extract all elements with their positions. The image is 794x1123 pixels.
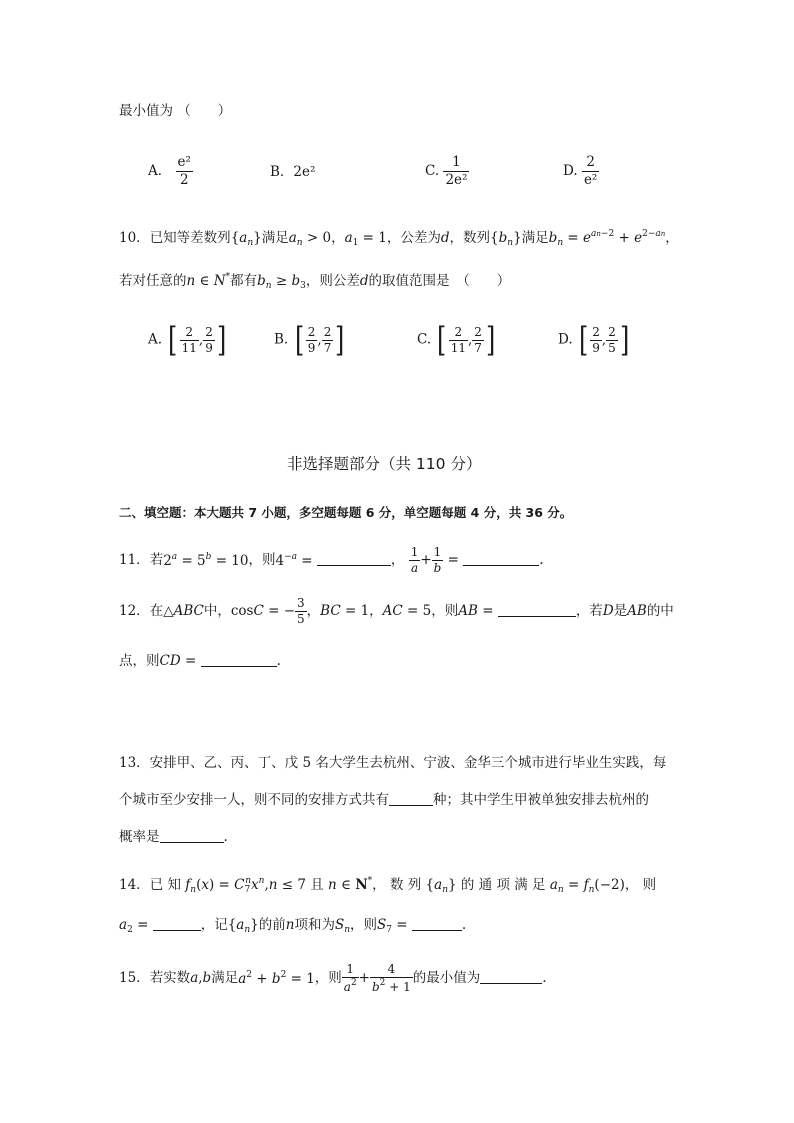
- q12-line2: 点，则CD = .: [119, 653, 281, 669]
- q10-option-d[interactable]: D. [ $\frac{2}{9}$ , $\frac{2}{5}$ ]: [558, 320, 630, 360]
- q10-line2: 若对任意的n ∈ N*都有$b_n \ge b_3$，则公差d的取值范围是 （ ）: [119, 272, 511, 291]
- q13-blank-2[interactable]: [160, 830, 224, 843]
- q12-blank-2[interactable]: [201, 654, 277, 667]
- q15-blank[interactable]: [480, 971, 542, 984]
- q13-line3: 概率是 .: [119, 829, 228, 845]
- q14-line2: $a_2$ = ，记$\{a_n\}$的前n项和为$S_n$，则$S_7$ = .: [119, 917, 467, 935]
- q13-line2: 个城市至少安排一人，则不同的安排方式共有 种；其中学生甲被单独安排去杭州的: [119, 792, 649, 808]
- q12-line1: 12．在△ABC中，cosC = − $\frac{3}{5}$ ，BC = 1，AC = 5，则AB = ，若D是AB的中: [119, 596, 674, 627]
- q9-option-c[interactable]: C. $\frac{1}{\text{2e²}}$: [425, 154, 468, 188]
- q9-option-a[interactable]: A． $\frac{\text{e²}}{2}$: [148, 154, 191, 188]
- q13-line1: 13．安排甲、乙、丙、丁、戊 5 名大学生去杭州、宁波、金华三个城市进行毕业生实践，每: [119, 755, 667, 771]
- section-title: 非选择题部分（共 110 分）: [287, 455, 482, 473]
- q9-option-b[interactable]: B．2e²: [270, 164, 316, 180]
- q10-line1: 10．已知等差数列$\{a_n\}$满足$a_n > 0$，$a_1 = 1$，公差为d，数列$\{b_n\}$满足$b_n = e^{an-2} + e^{2-an}$，: [119, 229, 679, 248]
- q11-blank-1[interactable]: [317, 553, 391, 566]
- q14-blank-1[interactable]: [153, 918, 201, 931]
- q11-blank-2[interactable]: [463, 553, 539, 566]
- q15: 15．若实数a,b满足$a^2 + b^2 = 1$，则 $\frac{1}{a^2}$ + $\frac{4}{b^2 + 1}$ 的最小值为 .: [119, 962, 547, 995]
- q12-blank-1[interactable]: [498, 604, 576, 617]
- q13-blank-1[interactable]: [389, 793, 433, 806]
- q14-line1: 14．已 知 $f_n(x) = C_7^nx^n,n \le 7$ 且 n ∈ N*， 数 列 $\{a_n\}$ 的 通 项 满 足 $a_n = f_n(-2)$， 则: [119, 876, 657, 895]
- q10-option-c[interactable]: C. [ $\frac{2}{11}$ , $\frac{2}{7}$ ]: [417, 320, 496, 360]
- q11: 11．若$2^a = 5^b = 10$，则$4^{-a}$ = ， $\frac{1}{a}$ + $\frac{1}{b}$ = .: [119, 545, 544, 576]
- q10-option-b[interactable]: B. [ $\frac{2}{9}$ , $\frac{2}{7}$ ]: [274, 320, 345, 360]
- part2-intro: 二、填空题：本大题共 7 小题，多空题每题 6 分，单空题每题 4 分，共 36 分。: [119, 505, 573, 520]
- q9-option-d[interactable]: D. $\frac{2}{\text{e²}}$: [563, 154, 598, 188]
- q9-tail: 最小值为 （ ）: [119, 103, 232, 119]
- q10-option-a[interactable]: A. [ $\frac{2}{11}$ , $\frac{2}{9}$ ]: [148, 320, 227, 360]
- q14-blank-2[interactable]: [412, 918, 462, 931]
